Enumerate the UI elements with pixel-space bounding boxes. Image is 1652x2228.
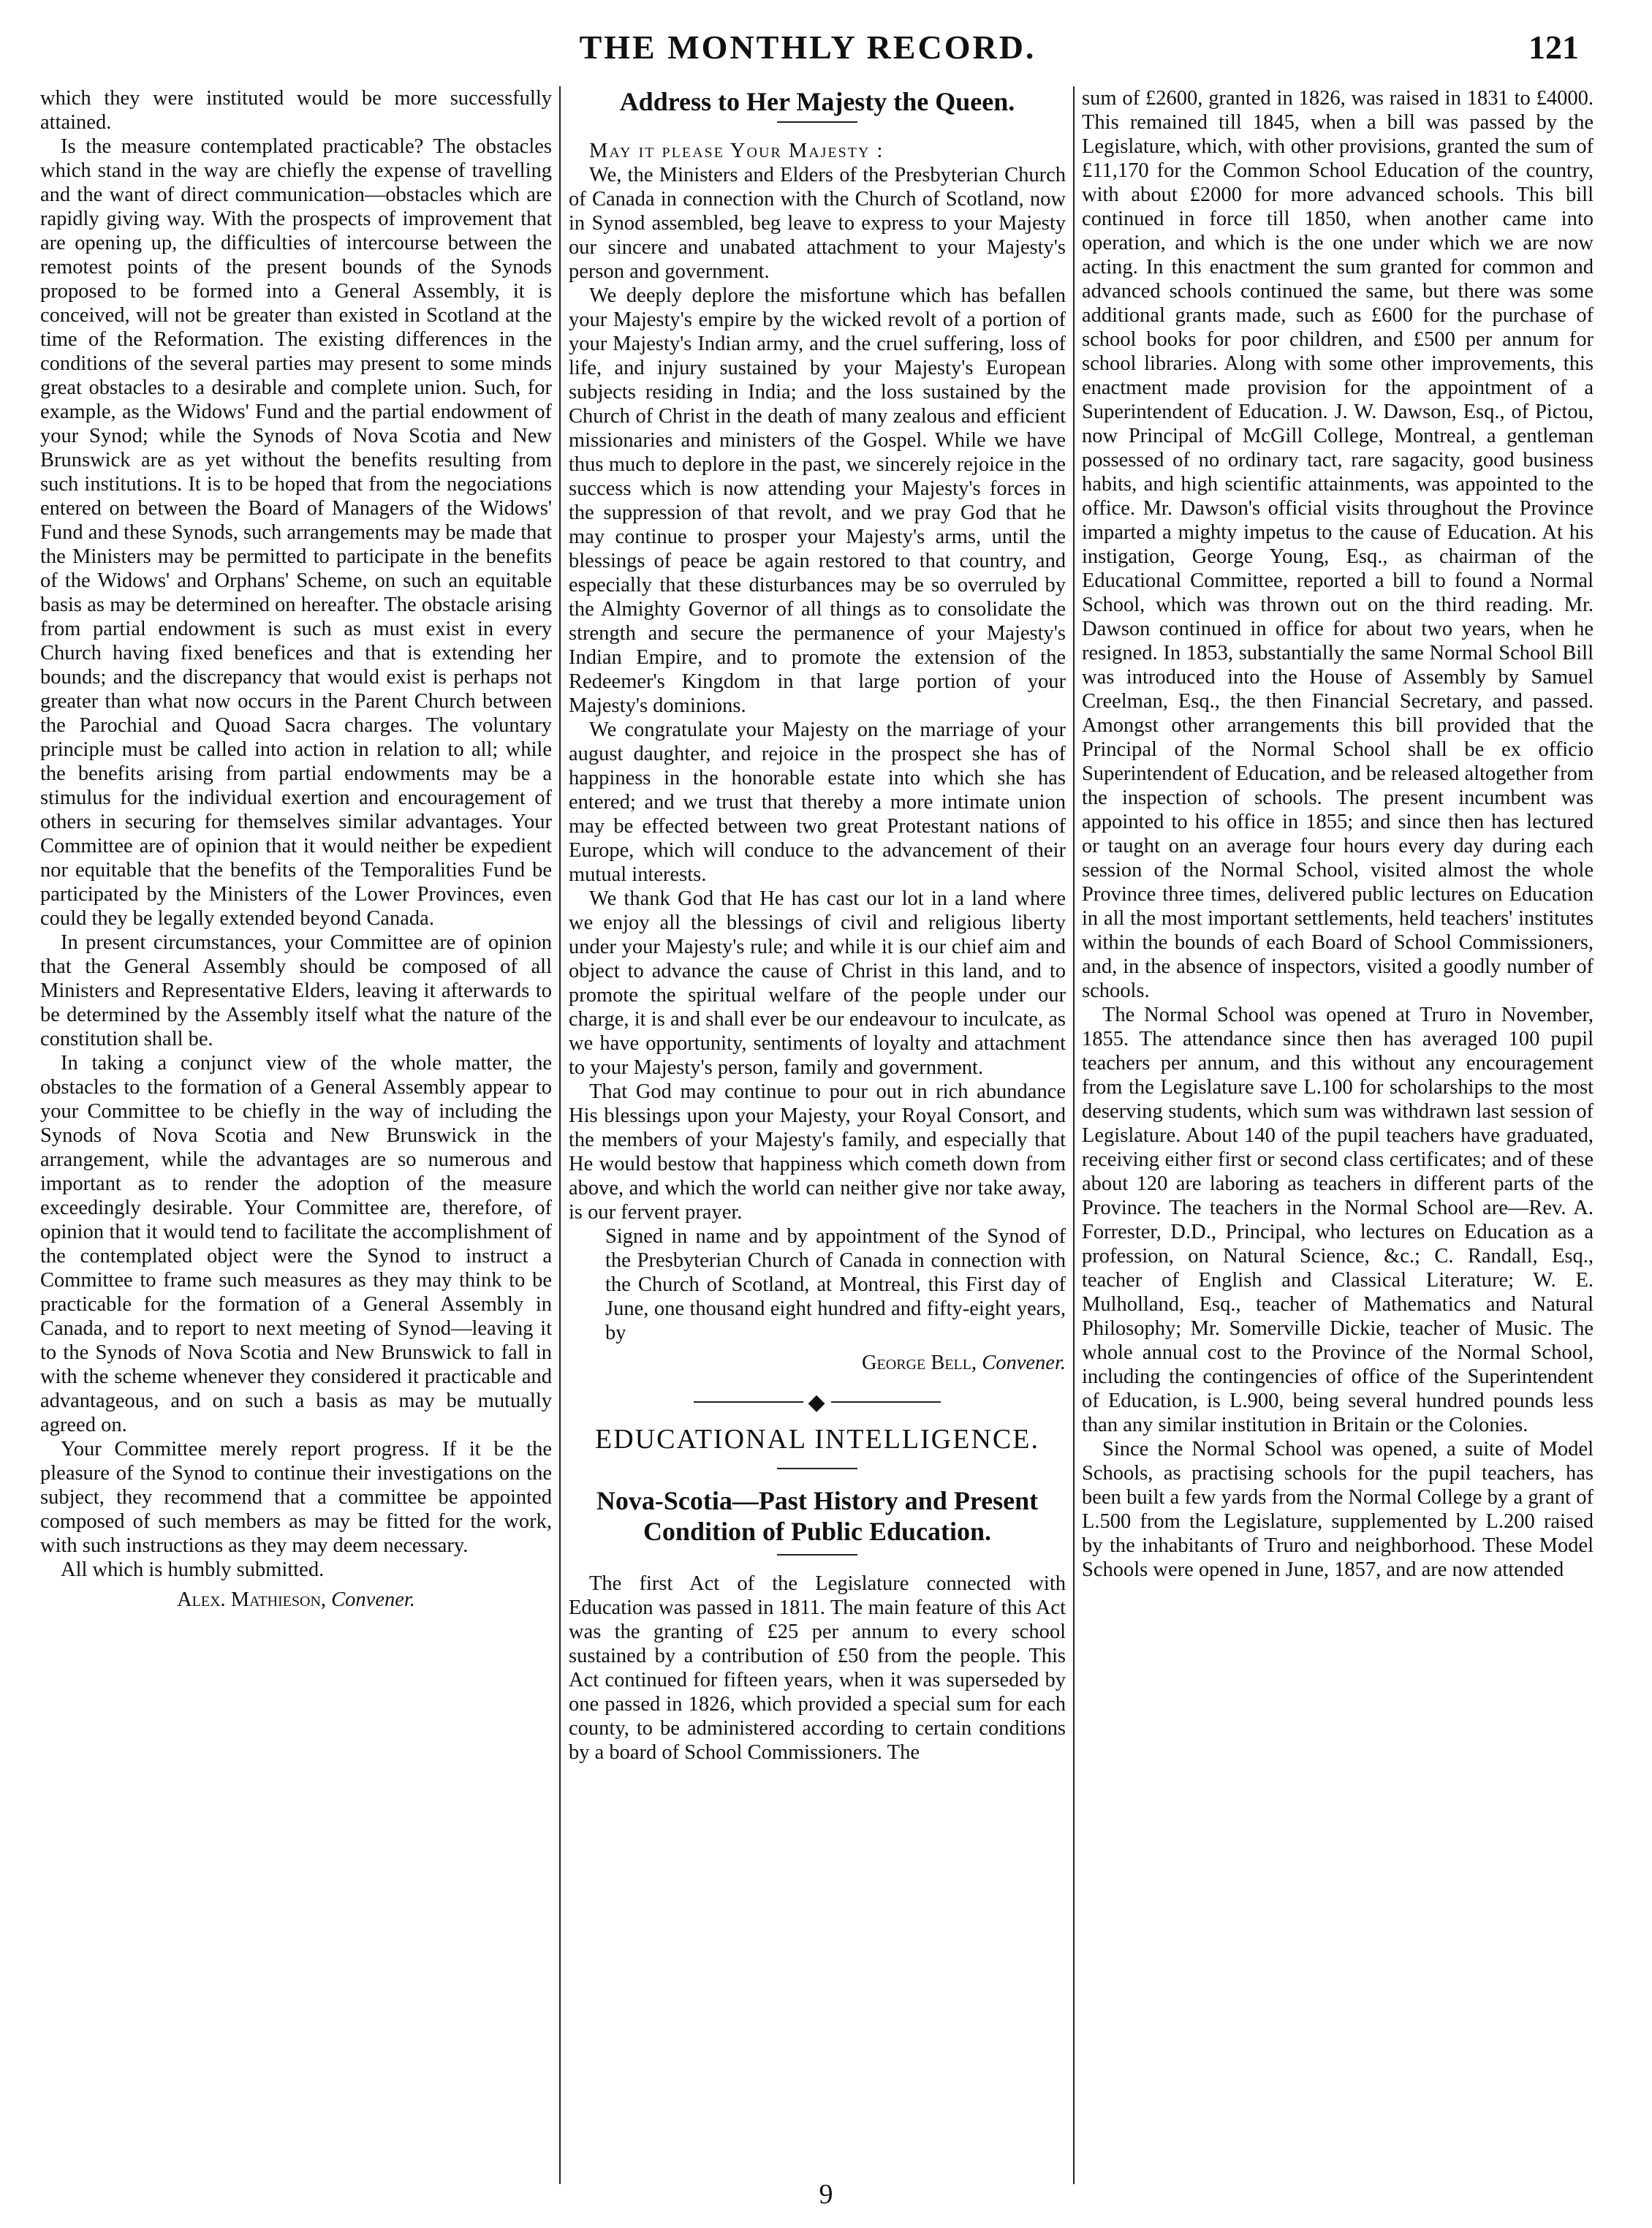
paragraph: which they were instituted would be more successfully attained. <box>40 87 552 134</box>
paragraph: Your Committee merely report progress. If it be the pleasure of the Synod to continue their investigations on the subject, they recommend that a committee be appointed composed of such members as may be fitted for the work, with such instructions as they may deem necessary. <box>40 1438 552 1557</box>
signature-mark: 9 <box>819 2179 833 2210</box>
paragraph: The first Act of the Legislature connected with Education was passed in 1811. The main feature of this Act was the granting of £25 per annum to every school sustained by a contribution of £50 from the people. This Act continued for fifteen years, when it was superseded by one passed in 1826, which provided a special sum for each county, to be administered according to certain conditions by a board of School Commissioners. The <box>569 1572 1066 1764</box>
paragraph: Is the measure contemplated practicable? The obstacles which stand in the way are chiefly the expense of travelling and the want of direct communication—obstacles which are rapidly giving way. With the prospects of improvement that are opening up, the difficulties of intercourse between the remotest points of the present bounds of the Synods proposed to be formed into a General Assembly, it is conceived, will not be greater than existed in Scotland at the time of the Reformation. The existing differences in the conditions of the several parties may present to some minds great obstacles to a desirable and complete union. Such, for example, as the Widows' Fund and the partial endowment of your Synod; while the Synods of Nova Scotia and New Brunswick are as yet without the benefits resulting from such institutions. It is to be hoped that from the negociations entered on between the Board of Managers of the Widows' Fund and these Synods, such arrangements may be made that the Ministers may be permitted to participate in the benefits of the Widows' and Orphans' Scheme, on such an equitable basis as may be determined on hereafter. The obstacle arising from partial endowment is such as must exist in every Church having fixed benefices and that is extending her bounds; and the discrepancy that would exist is perhaps not greater than what now occurs in the Parent Church between the Parochial and Quoad Sacra charges. The voluntary principle must be called into action in relation to all; while the benefits arising from partial endowments may be a stimulus for the individual exertion and encouragement of others in securing for themselves similar advantages. Your Committee are of opinion that it would neither be expedient nor equitable that the benefits of the Temporalities Fund be participated by the Ministers of the Lower Provinces, even could they be legally extended beyond Canada. <box>40 135 552 930</box>
journal-title: THE MONTHLY RECORD. <box>579 29 1037 66</box>
section-heading: EDUCATIONAL INTELLIGENCE. <box>595 1423 1039 1455</box>
paragraph: The Normal School was opened at Truro in November, 1855. The attendance since then has averaged 100 pupil teachers per annum, and this without any encouragement from the Legislature save L.100 for scholarships to the most deserving students, which sum was withdrawn last session of Legislature. About 140 of the pupil teachers have graduated, receiving either first or second class certificates; and of these about 120 are laboring as teachers in different parts of the Province. The teachers in the Normal School are—Rev. A. Forrester, D.D., Principal, who lectures on Education as a profession, on Natural Science, &c.; C. Randall, Esq., teacher of English and Classical Literature; W. E. Mulholland, Esq., teacher of Mathematics and Natural Philosophy; Mr. Somerville Dickie, teacher of Music. The whole annual cost to the Province of the Normal School, including the contingencies of office of the Superintendent of Education, is L.900, being several hundred pounds less than any similar institution in Britain or the Colonies. <box>1082 1004 1594 1436</box>
heading-rule <box>777 121 857 123</box>
running-header <box>37 28 1579 79</box>
paragraph: We deeply deplore the misfortune which has befallen your Majesty's empire by the wicked revolt of a portion of your Majesty's Indian army, and the cruel suffering, loss of life, and injury sustained by your Majesty's European subjects residing in India; and the loss sustained by the Church of Christ in the death of many zealous and efficient missionaries and ministers of the Gospel. While we have thus much to deplore in the past, we sincerely rejoice in the success which is now attending your Majesty's forces in the suppression of that revolt, and we pray God that he may continue to prosper your Majesty's arms, until the blessings of peace be again restored to that country, and especially that these disturbances may be so overruled by the Almighty Governor of all things as to consolidate the strength and secure the permanence of your Majesty's Indian Empire, and to promote the extension of the Redeemer's Kingdom in that large portion of your Majesty's dominions. <box>569 284 1066 717</box>
signed-statement: Signed in name and by appointment of the Synod of the Presbyterian Church of Canada in connection with the Church of Scotland, at Montreal, this First day of June, one thousand eight hundred and fifty-eight years, by <box>605 1225 1066 1344</box>
column-right <box>1082 86 1594 2184</box>
column-middle <box>569 86 1066 2184</box>
paragraph: We congratulate your Majesty on the marriage of your august daughter, and rejoice in the prospect she has of happiness in the honorable estate into which she has entered; and we trust that thereby a more intimate union may be effected between two great Protestant nations of Europe, which will conduce to the advancement of their mutual interests. <box>569 719 1066 886</box>
article-heading: Nova-Scotia—Past History and Present Condition of Public Education. <box>596 1485 1039 1546</box>
paragraph: That God may continue to pour out in rich abundance His blessings upon your Majesty, your Royal Consort, and the members of your Majesty's family, and especially that He would bestow that happiness which cometh down from above, and which the world can neither give nor take away, is our fervent prayer. <box>569 1080 1066 1224</box>
paragraph: All which is humbly submitted. <box>61 1558 325 1581</box>
signature-title: Convener. <box>331 1588 415 1611</box>
paragraph: Since the Normal School was opened, a suite of Model Schools, as practising schools for the pupil teachers, has been built a few yards from the Normal College by a grant of L.500 from the Legislature, supplemented by L.200 raised by the inhabitants of Truro and neighborhood. These Model Schools were opened in June, 1857, and are now attended <box>1082 1438 1594 1581</box>
signature-title: Convener. <box>982 1352 1066 1374</box>
paragraph: We, the Ministers and Elders of the Presbyterian Church of Canada in connection with the Church of Scotland, now in Synod assembled, beg leave to express to your Majesty our sincere and unabated attachment to your Majesty's person and government. <box>569 164 1066 283</box>
heading-rule <box>777 1554 857 1556</box>
column-left <box>40 86 552 2184</box>
paragraph: We thank God that He has cast our lot in a land where we enjoy all the blessings of civil and religious liberty under your Majesty's rule; and while it is our chief aim and object to advance the cause of Christ in this land, and to promote the spiritual welfare of the people under our charge, it is and shall ever be our endeavour to inculcate, as we have opportunity, sentiments of loyalty and attachment to your Majesty's person, family and government. <box>569 887 1066 1079</box>
signature-line <box>40 1588 552 1612</box>
page-number: 121 <box>1528 29 1579 66</box>
paragraph: sum of £2600, granted in 1826, was raised in 1831 to £4000. This remained till 1845, when a bill was passed by the Legislature, which, with other provisions, granted the sum of £11,170 for the Common School Education of the country, with about £2000 for more advanced schools. This bill continued in force till 1850, when another came into operation, and which is the one under which we are now acting. In this enactment the sum granted for common and advanced schools continued the same, but there was some additional grants made, such as £600 for the purchase of school books for poor children, and £500 per annum for school libraries. Along with some other improvements, this enactment made provision for the appointment of a Superintendent of Education. J. W. Dawson, Esq., of Pictou, now Principal of McGill College, Montreal, a gentleman possessed of no ordinary tact, rare sagacity, good business habits, and high scientific attainments, was appointed to the office. Mr. Dawson's official visits throughout the Province imparted a mighty impetus to the cause of Education. At his instigation, George Young, Esq., as chairman of the Educational Committee, reported a bill to found a Normal School, which was thrown out on the third reading. Mr. Dawson continued in office for about two years, when he resigned. In 1853, substantially the same Normal School Bill was introduced into the House of Assembly by Samuel Creelman, Esq., the then Financial Secretary, and passed. Amongst other arrangements this bill provided that the Principal of the Normal School shall be ex officio Superintendent of Education, and be released altogether from the inspection of schools. The present incumbent was appointed to his office in 1855; and since then has lectured or taught on an average four hours every day during each session of the Normal School, visited almost the whole Province three times, delivered public lectures on Education in all the most important settlements, held teachers' institutes within the bounds of each Board of School Commissioners, and, in the absence of inspectors, visited a goodly number of schools. <box>1082 87 1594 1002</box>
paragraph: In present circumstances, your Committee are of opinion that the General Assembly should be composed of all Ministers and Representative Elders, leaving it afterwards to be determined by the Assembly itself what the nature of the constitution shall be. <box>40 931 552 1050</box>
signature-name: George Bell, <box>861 1352 977 1374</box>
heading-rule <box>777 1468 857 1469</box>
signature-line <box>569 1351 1066 1375</box>
column-divider <box>559 86 561 2184</box>
article-heading: Address to Her Majesty the Queen. <box>619 87 1015 116</box>
salutation: May it please Your Majesty : <box>589 140 884 162</box>
column-divider <box>1073 86 1075 2184</box>
paragraph: In taking a conjunct view of the whole matter, the obstacles to the formation of a General Assembly appear to your Committee to be chiefly in the way of including the Synods of Nova Scotia and New Brunswick in the arrangement, while the advantages are so numerous and important as to render the adoption of the measure exceedingly desirable. Your Committee are, therefore, of opinion that it would tend to facilitate the accomplishment of the contemplated object were the Synod to instruct a Committee to frame such measures as they may think to be practicable for the formation of a General Assembly in Canada, and to report to next meeting of Synod—leaving it to the Synods of Nova Scotia and New Brunswick to fall in with the scheme whenever they considered it practicable and advantageous, and on such a basis as may be mutually agreed on. <box>40 1052 552 1436</box>
ornamental-divider: ◆ <box>569 1388 1066 1414</box>
signature-name: Alex. Mathieson, <box>177 1588 327 1611</box>
